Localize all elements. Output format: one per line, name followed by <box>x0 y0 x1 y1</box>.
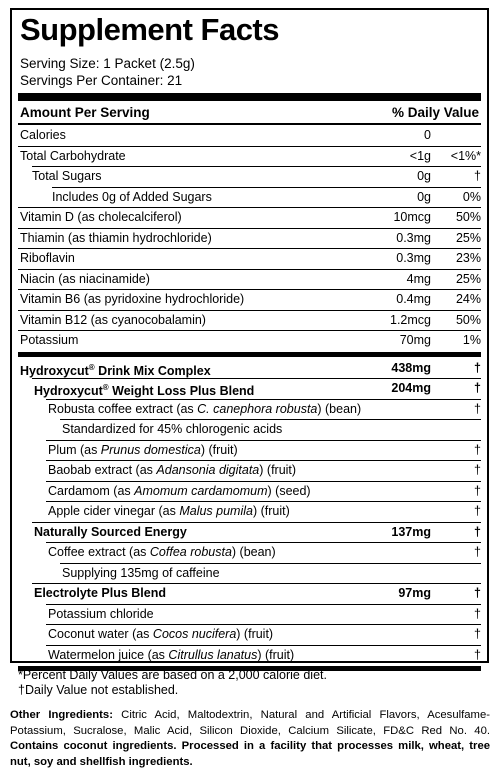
blend-label: Hydroxycut® Drink Mix Complex <box>20 362 211 378</box>
ingredient-row <box>12 563 487 584</box>
blend-row <box>12 378 487 399</box>
dagger: † <box>474 586 481 600</box>
ingredient-label: Coffee extract (as Coffea robusta) (bean) <box>48 545 276 559</box>
nutrient-amount: <1g <box>409 148 431 163</box>
ingredient-row <box>12 501 487 522</box>
blend-row <box>12 358 487 379</box>
ingredient-label: Supplying 135mg of caffeine <box>62 565 220 580</box>
nutrient-dv: 25% <box>455 271 481 286</box>
nutrient-dv: <1%* <box>450 148 481 163</box>
nutrient-amount: 0.3mg <box>396 251 431 265</box>
dagger: † <box>474 606 481 621</box>
nutrient-label: Vitamin D (as cholecalciferol) <box>20 210 182 224</box>
nutrient-dv: 23% <box>455 251 481 265</box>
nutrient-dv: 0% <box>462 189 481 204</box>
dagger: † <box>474 381 481 395</box>
ingredient-label: Robusta coffee extract (as C. canephora robusta) (bean) <box>48 401 362 416</box>
facility-warning: Processed in a facility that processes milk, wheat, tree nut, soy and shellfish ingredients. <box>10 740 491 768</box>
servings-per-container: Servings Per Container: 21 <box>20 73 183 88</box>
nutrient-row <box>12 125 487 146</box>
thick-rule-top <box>18 93 481 101</box>
dagger: † <box>474 504 481 518</box>
coconut-warning: Contains coconut ingredients. <box>10 740 177 752</box>
blend-amount: 97mg <box>398 586 431 600</box>
other-ingredients <box>10 708 490 770</box>
nutrient-dv: 1% <box>462 333 481 347</box>
footnote-block <box>18 668 327 698</box>
nutrient-row <box>12 146 487 167</box>
ingredient-row <box>12 399 487 420</box>
nutrient-amount: 0g <box>417 189 431 204</box>
nutrient-label: Thiamin (as thiamin hydrochloride) <box>20 230 212 245</box>
dagger: † <box>474 442 481 457</box>
nutrient-amount: 1.2mcg <box>390 312 431 327</box>
nutrient-label: Niacin (as niacinamide) <box>20 271 150 286</box>
nutrient-dv: 24% <box>455 292 481 306</box>
footnote-dv: *Percent Daily Values are based on a 2,000 calorie diet. <box>18 668 327 682</box>
dagger: † <box>474 545 481 559</box>
supplement-facts-panel <box>10 8 489 663</box>
nutrient-row <box>12 228 487 249</box>
blend-amount: 137mg <box>391 524 431 539</box>
ingredient-label: Plum (as Prunus domestica) (fruit) <box>48 442 238 457</box>
ingredient-label: Watermelon juice (as Citrullus lanatus) (fruit) <box>48 647 295 662</box>
nutrient-row <box>12 289 487 310</box>
nutrient-row <box>12 269 487 290</box>
amount-per-serving-header: Amount Per Serving <box>20 105 150 120</box>
serving-size: Serving Size: 1 Packet (2.5g) <box>20 56 195 71</box>
ingredient-row <box>12 419 487 440</box>
nutrient-row <box>12 187 487 208</box>
blend-label: Hydroxycut® Weight Loss Plus Blend <box>34 383 255 399</box>
ingredient-row <box>12 542 487 563</box>
nutrient-row <box>12 330 487 351</box>
blend-amount: 204mg <box>391 381 431 395</box>
daily-value-header: % Daily Value <box>391 105 479 120</box>
nutrient-label: Riboflavin <box>20 251 75 265</box>
nutrient-row <box>12 248 487 269</box>
nutrient-amount: 4mg <box>406 271 431 286</box>
nutrient-amount: 0.3mg <box>396 230 431 245</box>
footnote-established: †Daily Value not established. <box>18 683 179 697</box>
nutrient-dv: 50% <box>455 210 481 224</box>
nutrient-dv: 25% <box>455 230 481 245</box>
ingredient-label: Coconut water (as Cocos nucifera) (fruit) <box>48 627 274 641</box>
dagger: † <box>474 360 481 375</box>
ingredient-row <box>12 460 487 481</box>
nutrient-amount: 0 <box>424 128 431 142</box>
nutrient-row <box>12 310 487 331</box>
ingredient-row <box>12 440 487 461</box>
nutrient-label: Vitamin B6 (as pyridoxine hydrochloride) <box>20 292 245 306</box>
nutrient-label: Calories <box>20 128 66 142</box>
ingredient-row <box>12 604 487 625</box>
nutrient-label: Total Carbohydrate <box>20 148 126 163</box>
ingredient-label: Baobab extract (as Adansonia digitata) (fruit) <box>48 463 297 477</box>
nutrient-row <box>12 166 487 187</box>
ingredient-row <box>12 624 487 645</box>
ingredient-label: Potassium chloride <box>48 606 154 621</box>
nutrient-amount: 0.4mg <box>396 292 431 306</box>
dagger: † <box>474 627 481 641</box>
dagger: † <box>474 647 481 662</box>
dagger: † <box>474 463 481 477</box>
nutrient-label: Vitamin B12 (as cyanocobalamin) <box>20 312 206 327</box>
ingredient-label: Standardized for 45% chlorogenic acids <box>62 422 283 436</box>
nutrient-amount: 0g <box>417 169 431 183</box>
blend-row <box>12 522 487 543</box>
thick-rule-middle <box>18 352 481 357</box>
nutrient-label: Includes 0g of Added Sugars <box>52 189 212 204</box>
header-row <box>12 102 487 124</box>
dagger: † <box>474 524 481 539</box>
nutrient-label: Total Sugars <box>32 169 102 183</box>
blend-row <box>12 583 487 604</box>
nutrient-amount: 10mcg <box>393 210 431 224</box>
nutrient-dv: † <box>474 169 481 183</box>
nutrient-label: Potassium <box>20 333 79 347</box>
ingredient-label: Apple cider vinegar (as Malus pumila) (fruit) <box>48 504 290 518</box>
blend-amount: 438mg <box>391 360 431 375</box>
dagger: † <box>474 483 481 498</box>
ingredient-row <box>12 645 487 666</box>
other-ingredients-label: Other Ingredients: <box>10 709 113 721</box>
nutrient-dv: 50% <box>455 312 481 327</box>
ingredient-label: Cardamom (as Amomum cardamomum) (seed) <box>48 483 311 498</box>
dagger: † <box>474 401 481 416</box>
nutrient-row <box>12 207 487 228</box>
other-ingredients-text: Citric Acid, Maltodextrin, Natural and Artificial Flavors, Acesulfame-Potassium, Sucralose, Malic Acid, Silicon Dioxide, Calcium Silicate, FD&C Red No. 40. <box>10 709 490 737</box>
nutrient-amount: 70mg <box>399 333 431 347</box>
ingredient-row <box>12 481 487 502</box>
blend-label: Naturally Sourced Energy <box>34 524 187 539</box>
panel-title: Supplement Facts <box>20 12 279 47</box>
blend-label: Electrolyte Plus Blend <box>34 586 166 600</box>
